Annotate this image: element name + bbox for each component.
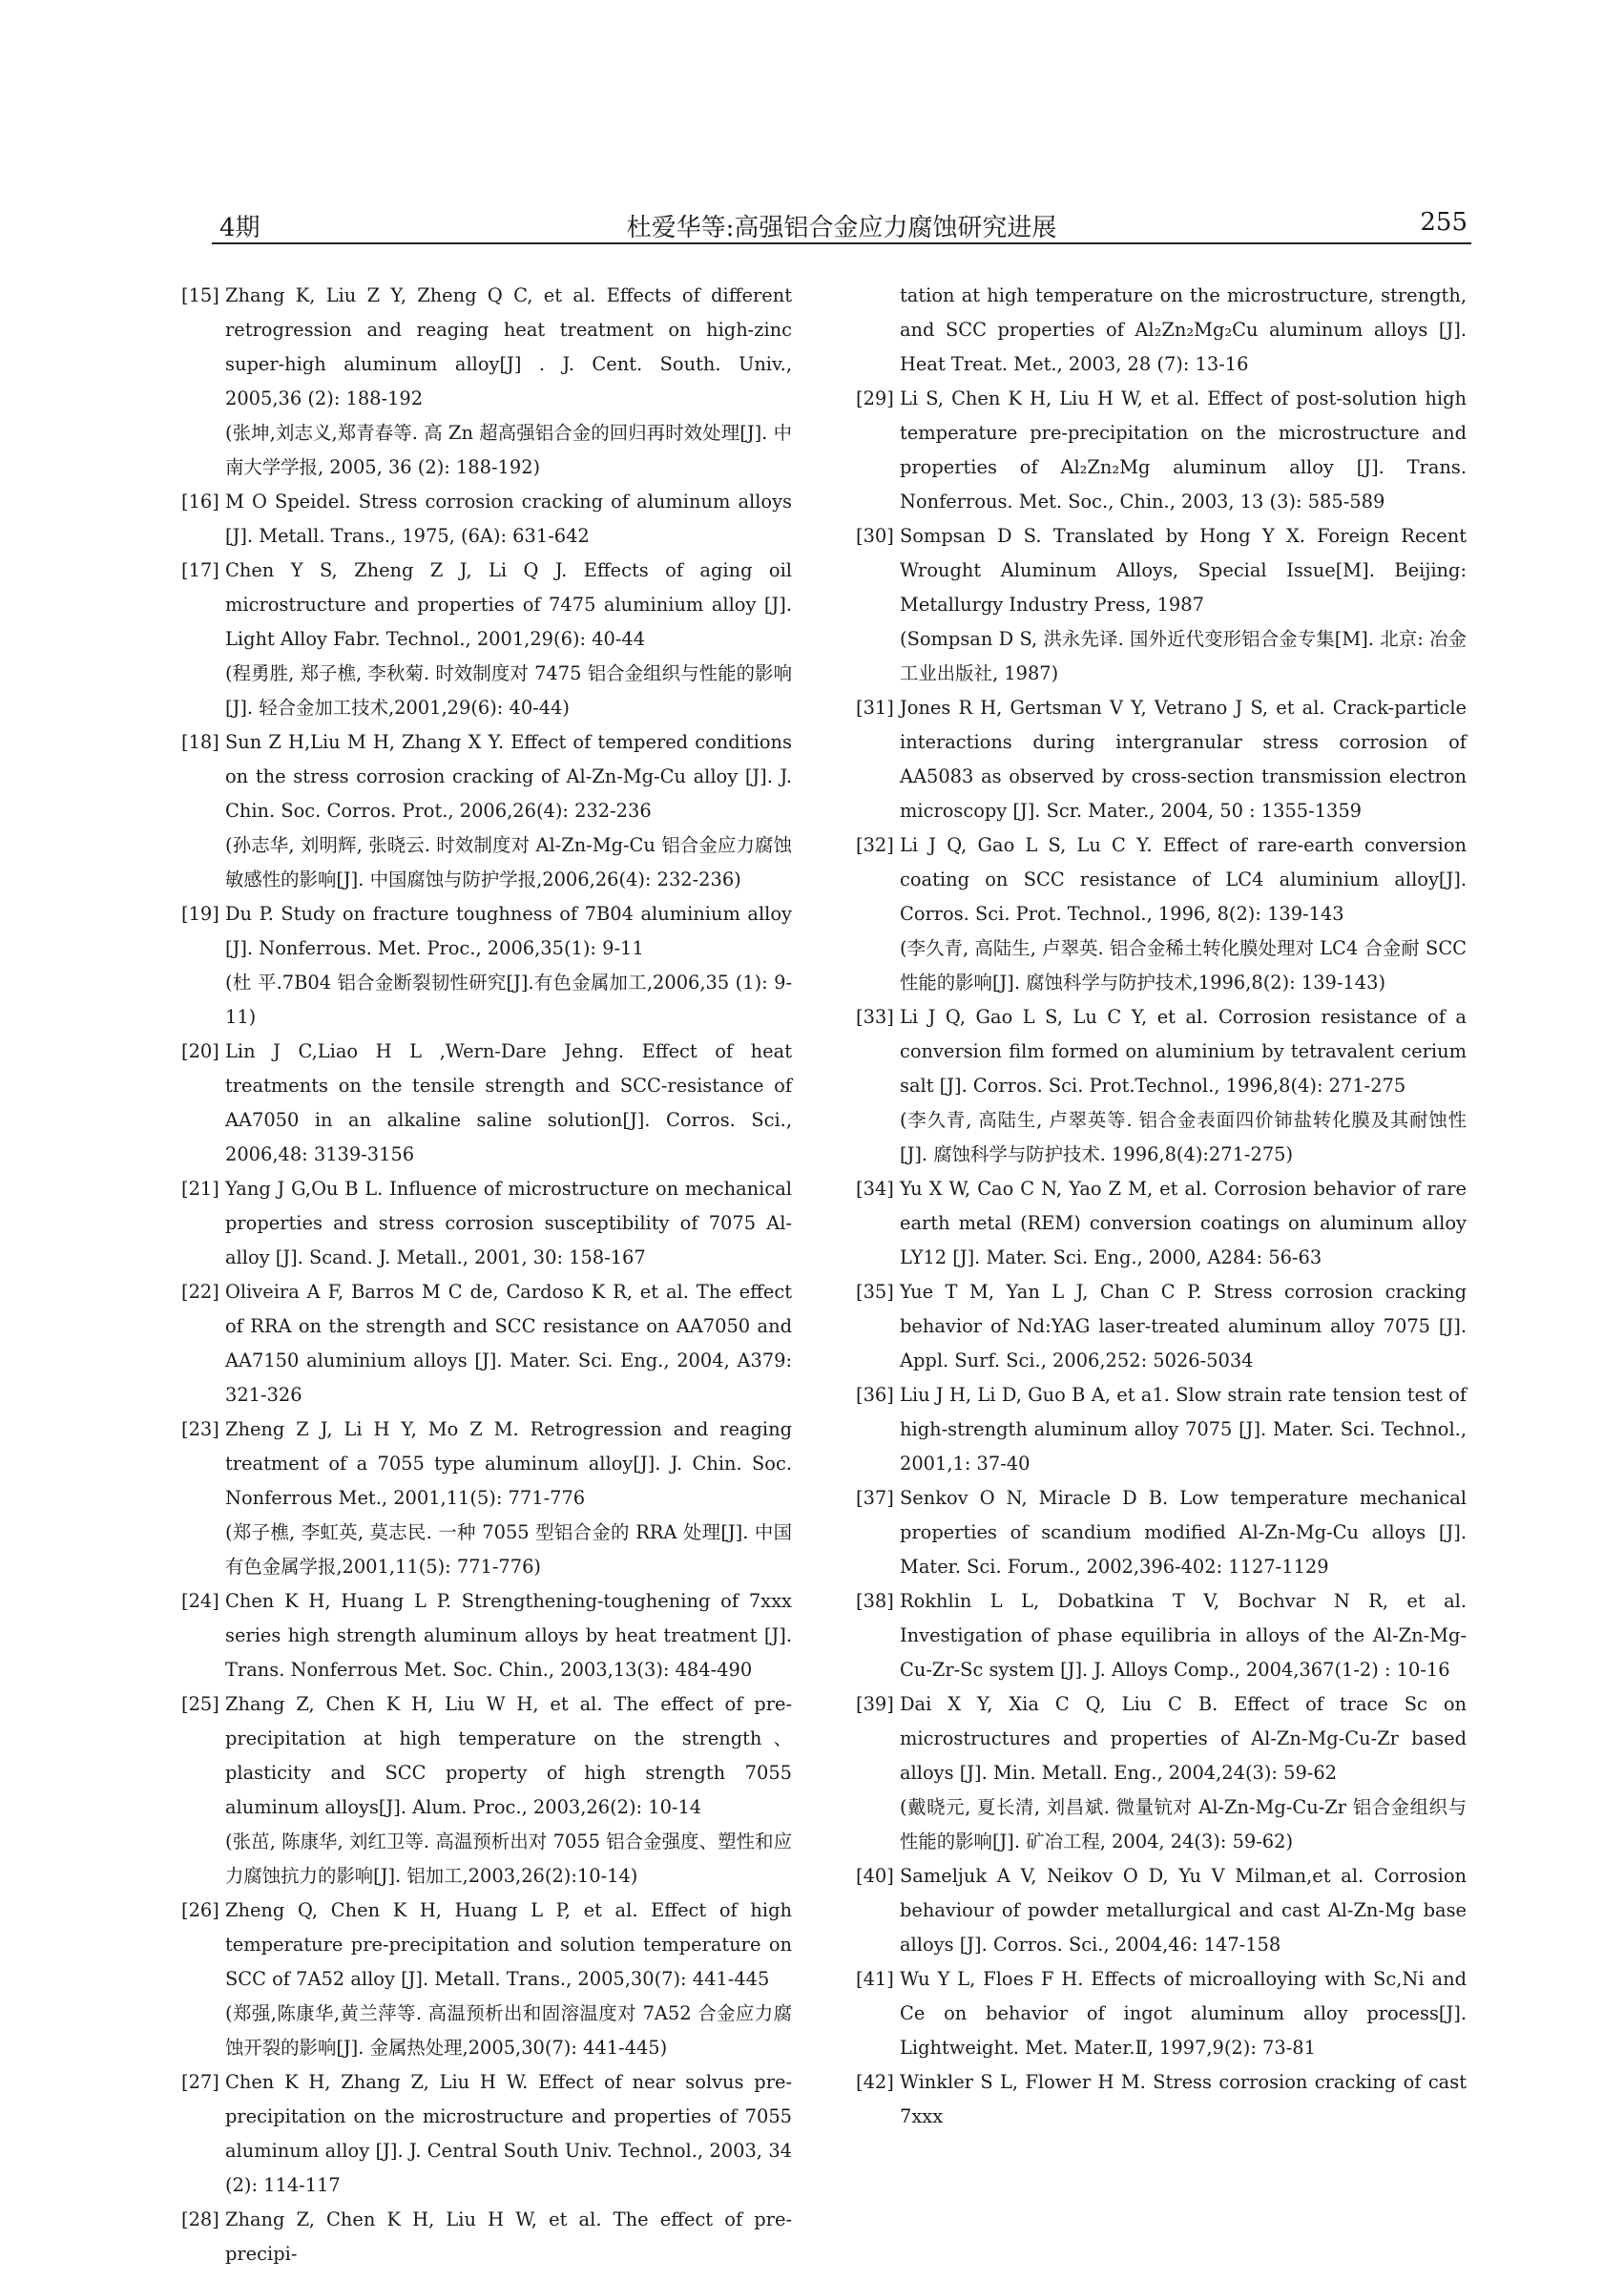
reference-number: [37]	[856, 1487, 894, 1509]
reference-entry	[181, 1275, 792, 1413]
reference-citation: Yang J G,Ou B L. Influence of microstructure on mechanical properties and stress corrosion susceptibility of 7075 Al-alloy [J]. Scand. J. Metall., 2001, 30: 158-167	[225, 1178, 792, 1268]
reference-citation: Zhang Z, Chen K H, Liu W H, et al. The effect of pre-precipitation at high temperature on the strength、plasticity and SCC property of high strength 7055 aluminum alloys[J]. Alum. Proc., 2003,26(2): 10-14	[225, 1693, 792, 1818]
reference-number: [25]	[181, 1693, 219, 1715]
reference-number: [17]	[181, 559, 219, 581]
reference-chinese-citation: (张坤,刘志义,郑青春等. 高 Zn 超高强铝合金的回归再时效处理[J]. 中南大学学报, 2005, 36 (2): 188-192)	[225, 422, 792, 478]
reference-citation: Lin J C,Liao H L ,Wern-Dare Jehng. Effect of heat treatments on the tensile strength and SCC-resistance of AA7050 in an alkaline saline solution[J]. Corros. Sci., 2006,48: 3139-3156	[225, 1040, 792, 1165]
reference-entry	[181, 1687, 792, 1894]
reference-citation: Senkov O N, Miracle D B. Low temperature mechanical properties of scandium modified Al-Zn-Mg-Cu alloys [J]. Mater. Sci. Forum., 2002,396-402: 1127-1129	[900, 1487, 1467, 1578]
reference-citation: Sun Z H,Liu M H, Zhang X Y. Effect of tempered conditions on the stress corrosion cracking of Al-Zn-Mg-Cu alloy [J]. J. Chin. Soc. Corros. Prot., 2006,26(4): 232-236	[225, 731, 792, 822]
reference-number: [30]	[856, 525, 894, 547]
reference-citation: Chen K H, Huang L P. Strengthening-toughening of 7xxx series high strength aluminum alloys by heat treatment [J]. Trans. Nonferrous Met. Soc. Chin., 2003,13(3): 484-490	[225, 1590, 792, 1681]
reference-chinese-citation: (孙志华, 刘明辉, 张晓云. 时效制度对 Al-Zn-Mg-Cu 铝合金应力腐蚀敏感性的影响[J]. 中国腐蚀与防护学报,2006,26(4): 232-236)	[225, 834, 792, 890]
reference-number: [18]	[181, 731, 219, 753]
references-right-column	[856, 279, 1467, 2134]
reference-number: [19]	[181, 903, 219, 925]
reference-citation: Rokhlin L L, Dobatkina T V, Bochvar N R, et al. Investigation of phase equilibria in alloys of the Al-Zn-Mg-Cu-Zr-Sc system [J]. J. Alloys Comp., 2004,367(1-2) : 10-16	[900, 1590, 1467, 1681]
reference-number: [35]	[856, 1281, 894, 1303]
reference-number: [31]	[856, 697, 894, 719]
reference-entry	[181, 897, 792, 1035]
reference-citation: tation at high temperature on the microstructure, strength, and SCC properties of Al₂Zn₂Mg₂Cu aluminum alloys [J]. Heat Treat. Met., 2003, 28 (7): 13-16	[900, 284, 1467, 375]
reference-number: [40]	[856, 1865, 894, 1887]
reference-chinese-citation: (李久青, 高陆生, 卢翠英. 铝合金稀土转化膜处理对 LC4 合金耐 SCC 性能的影响[J]. 腐蚀科学与防护技术,1996,8(2): 139-143)	[900, 937, 1467, 994]
reference-entry	[856, 1000, 1467, 1172]
reference-citation: Jones R H, Gertsman V Y, Vetrano J S, et al. Crack-particle interactions during intergranular stress corrosion of AA5083 as observed by cross-section transmission electron microscopy [J]. Scr. Mater., 2004, 50 : 1355-1359	[900, 697, 1467, 822]
reference-number: [39]	[856, 1693, 894, 1715]
reference-number: [38]	[856, 1590, 894, 1612]
page-number: 255	[1420, 208, 1468, 237]
reference-entry	[856, 1172, 1467, 1275]
reference-number: [41]	[856, 1968, 894, 1990]
reference-citation: Chen K H, Zhang Z, Liu H W. Effect of near solvus pre-precipitation on the microstructure and properties of 7055 aluminum alloy [J]. J. Central South Univ. Technol., 2003, 34 (2): 114-117	[225, 2071, 792, 2196]
reference-number: [42]	[856, 2071, 894, 2093]
reference-chinese-citation: (Sompsan D S, 洪永先译. 国外近代变形铝合金专集[M]. 北京: 冶金工业出版社, 1987)	[900, 628, 1467, 684]
reference-number: [15]	[181, 284, 219, 306]
reference-citation: M O Speidel. Stress corrosion cracking of aluminum alloys [J]. Metall. Trans., 1975, (6A): 631-642	[225, 491, 792, 547]
running-header	[212, 204, 1471, 244]
reference-number: [21]	[181, 1178, 219, 1200]
reference-entry	[856, 1481, 1467, 1584]
reference-citation: Li S, Chen K H, Liu H W, et al. Effect of post-solution high temperature pre-precipitation on the microstructure and properties of Al₂Zn₂Mg aluminum alloy [J]. Trans. Nonferrous. Met. Soc., Chin., 2003, 13 (3): 585-589	[900, 387, 1467, 513]
reference-entry	[856, 279, 1467, 382]
reference-chinese-citation: (张茁, 陈康华, 刘红卫等. 高温预析出对 7055 铝合金强度、塑性和应力腐蚀抗力的影响[J]. 铝加工,2003,26(2):10-14)	[225, 1831, 792, 1887]
reference-entry	[856, 828, 1467, 1000]
reference-citation: Zhang Z, Chen K H, Liu H W, et al. The effect of pre- precipi-	[225, 2208, 792, 2265]
reference-number: [32]	[856, 834, 894, 856]
reference-number: [22]	[181, 1281, 219, 1303]
reference-chinese-citation: (杜 平.7B04 铝合金断裂韧性研究[J].有色金属加工,2006,35 (1): 9-11)	[225, 972, 792, 1028]
reference-number: [33]	[856, 1006, 894, 1028]
reference-citation: Li J Q, Gao L S, Lu C Y, et al. Corrosion resistance of a conversion film formed on aluminium by tetravalent cerium salt [J]. Corros. Sci. Prot.Technol., 1996,8(4): 271-275	[900, 1006, 1467, 1097]
reference-citation: Li J Q, Gao L S, Lu C Y. Effect of rare-earth conversion coating on SCC resistance of LC4 aluminium alloy[J]. Corros. Sci. Prot. Technol., 1996, 8(2): 139-143	[900, 834, 1467, 925]
reference-chinese-citation: (戴晓元, 夏长清, 刘昌斌. 微量钪对 Al-Zn-Mg-Cu-Zr 铝合金组织与性能的影响[J]. 矿冶工程, 2004, 24(3): 59-62)	[900, 1796, 1467, 1852]
reference-number: [28]	[181, 2208, 219, 2230]
reference-number: [23]	[181, 1418, 219, 1440]
reference-number: [27]	[181, 2071, 219, 2093]
reference-chinese-citation: (郑子樵, 李虹英, 莫志民. 一种 7055 型铝合金的 RRA 处理[J]. 中国有色金属学报,2001,11(5): 771-776)	[225, 1521, 792, 1578]
reference-citation: Yue T M, Yan L J, Chan C P. Stress corrosion cracking behavior of Nd:YAG laser-treated aluminum alloy 7075 [J]. Appl. Surf. Sci., 2006,252: 5026-5034	[900, 1281, 1467, 1371]
reference-number: [29]	[856, 387, 894, 409]
reference-entry	[856, 1687, 1467, 1859]
reference-number: [26]	[181, 1899, 219, 1921]
reference-citation: Winkler S L, Flower H M. Stress corrosion cracking of cast 7xxx	[900, 2071, 1467, 2127]
reference-entry	[856, 519, 1467, 691]
reference-entry	[181, 1172, 792, 1275]
reference-chinese-citation: (李久青, 高陆生, 卢翠英等. 铝合金表面四价铈盐转化膜及其耐蚀性[J]. 腐蚀科学与防护技术. 1996,8(4):271-275)	[900, 1109, 1467, 1165]
reference-entry	[181, 485, 792, 554]
issue-label: 4期	[219, 214, 260, 242]
reference-citation: Sameljuk A V, Neikov O D, Yu V Milman,et al. Corrosion behaviour of powder metallurgical and cast Al-Zn-Mg base alloys [J]. Corros. Sci., 2004,46: 147-158	[900, 1865, 1467, 1956]
reference-entry	[856, 691, 1467, 828]
reference-citation: Wu Y L, Floes F H. Effects of microalloying with Sc,Ni and Ce on behavior of ingot aluminum alloy process[J]. Lightweight. Met. Mater.Ⅱ, 1997,9(2): 73-81	[900, 1968, 1467, 2059]
reference-citation: Zhang K, Liu Z Y, Zheng Q C, et al. Effects of different retrogression and reaging heat treatment on high-zinc super-high aluminum alloy[J] . J. Cent. South. Univ., 2005,36 (2): 188-192	[225, 284, 792, 409]
reference-citation: Du P. Study on fracture toughness of 7B04 aluminium alloy [J]. Nonferrous. Met. Proc., 2006,35(1): 9-11	[225, 903, 792, 959]
reference-chinese-citation: (程勇胜, 郑子樵, 李秋菊. 时效制度对 7475 铝合金组织与性能的影响[J]. 轻合金加工技术,2001,29(6): 40-44)	[225, 662, 792, 719]
reference-entry	[181, 2065, 792, 2203]
reference-entry	[856, 1275, 1467, 1378]
reference-number: [20]	[181, 1040, 219, 1062]
reference-citation: Oliveira A F, Barros M C de, Cardoso K R, et al. The effect of RRA on the strength and SCC resistance on AA7050 and AA7150 aluminium alloys [J]. Mater. Sci. Eng., 2004, A379: 321-326	[225, 1281, 792, 1406]
reference-chinese-citation: (郑强,陈康华,黄兰萍等. 高温预析出和固溶温度对 7A52 合金应力腐蚀开裂的影响[J]. 金属热处理,2005,30(7): 441-445)	[225, 2002, 792, 2059]
reference-entry	[181, 725, 792, 897]
reference-number: [34]	[856, 1178, 894, 1200]
reference-entry	[856, 2065, 1467, 2134]
reference-citation: Zheng Z J, Li H Y, Mo Z M. Retrogression and reaging treatment of a 7055 type aluminum alloy[J]. J. Chin. Soc. Nonferrous Met., 2001,11(5): 771-776	[225, 1418, 792, 1509]
reference-entry	[181, 1035, 792, 1172]
reference-entry	[181, 2203, 792, 2271]
reference-entry	[856, 1962, 1467, 2065]
reference-entry	[856, 1584, 1467, 1687]
reference-number: [24]	[181, 1590, 219, 1612]
reference-citation: Yu X W, Cao C N, Yao Z M, et al. Corrosion behavior of rare earth metal (REM) conversion coatings on aluminum alloy LY12 [J]. Mater. Sci. Eng., 2000, A284: 56-63	[900, 1178, 1467, 1268]
reference-number: [36]	[856, 1384, 894, 1406]
running-title: 杜爱华等:高强铝合金应力腐蚀研究进展	[626, 214, 1057, 242]
reference-citation: Liu J H, Li D, Guo B A, et a1. Slow strain rate tension test of high-strength aluminum alloy 7075 [J]. Mater. Sci. Technol., 2001,1: 37-40	[900, 1384, 1467, 1475]
reference-entry	[856, 1859, 1467, 1962]
reference-entry	[856, 382, 1467, 519]
reference-citation: Zheng Q, Chen K H, Huang L P, et al. Effect of high temperature pre-precipitation and solution temperature on SCC of 7A52 alloy [J]. Metall. Trans., 2005,30(7): 441-445	[225, 1899, 792, 1990]
reference-citation: Dai X Y, Xia C Q, Liu C B. Effect of trace Sc on microstructures and properties of Al-Zn-Mg-Cu-Zr based alloys [J]. Min. Metall. Eng., 2004,24(3): 59-62	[900, 1693, 1467, 1784]
reference-citation: Chen Y S, Zheng Z J, Li Q J. Effects of aging oil microstructure and properties of 7475 aluminium alloy [J]. Light Alloy Fabr. Technol., 2001,29(6): 40-44	[225, 559, 792, 650]
reference-citation: Sompsan D S. Translated by Hong Y X. Foreign Recent Wrought Aluminum Alloys, Special Issue[M]. Beijing: Metallurgy Industry Press, 1987	[900, 525, 1467, 616]
reference-entry	[181, 554, 792, 725]
reference-entry	[181, 1413, 792, 1584]
reference-entry	[181, 1894, 792, 2065]
reference-entry	[181, 279, 792, 485]
references-left-column	[181, 279, 792, 2271]
reference-entry	[181, 1584, 792, 1687]
reference-entry	[856, 1378, 1467, 1481]
reference-number: [16]	[181, 491, 219, 513]
